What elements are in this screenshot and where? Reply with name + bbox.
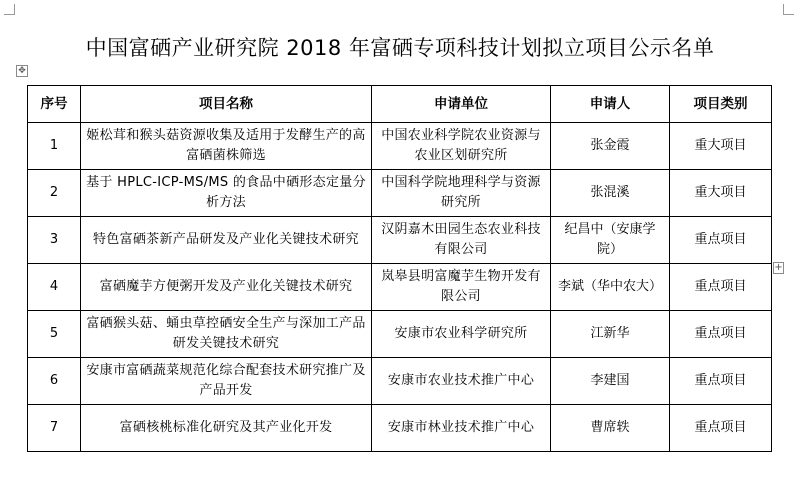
row-no: 3 <box>28 217 81 264</box>
row-applicant: 张混溪 <box>551 170 670 217</box>
table-row <box>28 217 772 264</box>
row-project: 基于 HPLC-ICP-MS/MS 的食品中硒形态定量分析方法 <box>81 170 372 217</box>
row-no: 5 <box>28 311 81 358</box>
row-project: 富硒猴头菇、蛹虫草控硒安全生产与深加工产品研发关键技术研究 <box>81 311 372 358</box>
row-category: 重大项目 <box>670 123 772 170</box>
row-project: 特色富硒茶新产品研发及产业化关键技术研究 <box>81 217 372 264</box>
row-unit: 岚皋县明富魔芋生物开发有限公司 <box>372 264 551 311</box>
row-no: 1 <box>28 123 81 170</box>
row-project: 安康市富硒蔬菜规范化综合配套技术研究推广及产品开发 <box>81 358 372 405</box>
row-applicant: 张金霞 <box>551 123 670 170</box>
table-row <box>28 170 772 217</box>
row-project: 姬松茸和猴头菇资源收集及适用于发酵生产的高富硒菌株筛选 <box>81 123 372 170</box>
header-project: 项目名称 <box>81 86 372 123</box>
header-unit: 申请单位 <box>372 86 551 123</box>
row-no: 4 <box>28 264 81 311</box>
row-unit: 安康市林业技术推广中心 <box>372 405 551 452</box>
row-category: 重点项目 <box>670 264 772 311</box>
row-no: 2 <box>28 170 81 217</box>
table-row <box>28 264 772 311</box>
table-header-row <box>28 86 772 123</box>
table-row <box>28 405 772 452</box>
row-no: 7 <box>28 405 81 452</box>
table-row <box>28 358 772 405</box>
table-row <box>28 311 772 358</box>
row-applicant: 江新华 <box>551 311 670 358</box>
row-category: 重大项目 <box>670 170 772 217</box>
row-applicant: 李斌（华中农大） <box>551 264 670 311</box>
row-unit: 中国科学院地理科学与资源研究所 <box>372 170 551 217</box>
row-category: 重点项目 <box>670 405 772 452</box>
row-unit: 安康市农业技术推广中心 <box>372 358 551 405</box>
header-category: 项目类别 <box>670 86 772 123</box>
row-category: 重点项目 <box>670 217 772 264</box>
crop-mark-top-right <box>783 4 794 15</box>
row-applicant: 曹席轶 <box>551 405 670 452</box>
row-category: 重点项目 <box>670 358 772 405</box>
row-project: 富硒核桃标准化研究及其产业化开发 <box>81 405 372 452</box>
row-unit: 汉阴嘉木田园生态农业科技有限公司 <box>372 217 551 264</box>
row-unit: 安康市农业科学研究所 <box>372 311 551 358</box>
row-applicant: 纪昌中（安康学院） <box>551 217 670 264</box>
page-title: 中国富硒产业研究院 2018 年富硒专项科技计划拟立项目公示名单 <box>85 36 715 60</box>
row-project: 富硒魔芋方便粥开发及产业化关键技术研究 <box>81 264 372 311</box>
row-category: 重点项目 <box>670 311 772 358</box>
crop-mark-top-left <box>4 4 15 15</box>
row-unit: 中国农业科学院农业资源与农业区划研究所 <box>372 123 551 170</box>
header-applicant: 申请人 <box>551 86 670 123</box>
project-list-table <box>27 85 772 452</box>
row-no: 6 <box>28 358 81 405</box>
table-add-column-icon[interactable]: + <box>774 262 783 273</box>
table-row <box>28 123 772 170</box>
header-no: 序号 <box>28 86 81 123</box>
row-applicant: 李建国 <box>551 358 670 405</box>
table-move-handle-icon[interactable]: ✥ <box>16 65 28 77</box>
